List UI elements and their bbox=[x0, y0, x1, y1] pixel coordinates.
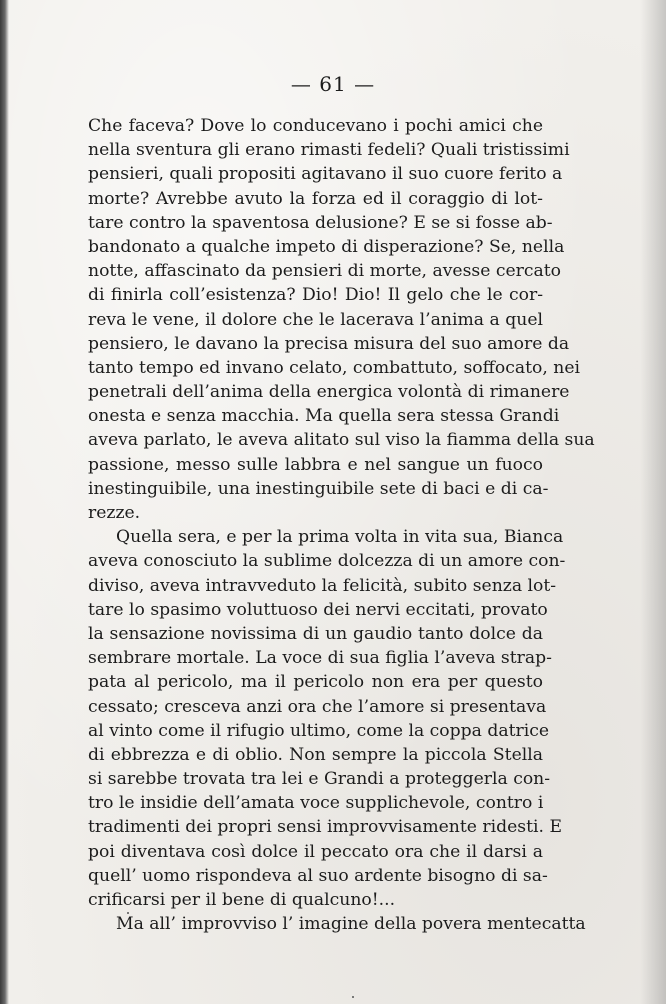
text-line: Quella sera, e per la prima volta in vita sua, Bianca bbox=[116, 527, 564, 548]
text-line: penetrali dell’anima della energica volontà di rimanere bbox=[88, 382, 570, 403]
text-line: al vinto come il rifugio ultimo, come la coppa datrice bbox=[88, 720, 550, 741]
text-line: passione, messo sulle labbra e nel sangue un fuoco bbox=[88, 454, 543, 475]
text-line: morte? Avrebbe avuto la forza ed il coraggio di lot- bbox=[88, 188, 543, 209]
text-line: quell’ uomo rispondeva al suo ardente bisogno di sa- bbox=[88, 865, 548, 886]
text-line: Ma all’ improvviso l’ imagine della povera mentecatta bbox=[116, 914, 586, 935]
text-line: rezze. bbox=[88, 503, 141, 523]
paper-speck bbox=[352, 996, 354, 998]
binding-edge bbox=[0, 0, 9, 1004]
text-line: aveva parlato, le aveva alitato sul viso la fiamma della sua bbox=[88, 430, 595, 451]
text-line: la sensazione novissima di un gaudio tanto dolce da bbox=[88, 623, 543, 644]
text-line: tro le insidie dell’amata voce supplichevole, contro i bbox=[88, 793, 544, 814]
text-line: diviso, aveva intravveduto la felicità, subito senza lot- bbox=[88, 575, 557, 596]
text-line: sembrare mortale. La voce di sua figlia l’aveva strap- bbox=[88, 648, 552, 669]
text-line: tare lo spasimo voluttuoso dei nervi eccitati, provato bbox=[88, 599, 548, 620]
text-line: cessato; cresceva anzi ora che l’amore si presentava bbox=[88, 696, 547, 717]
text-line: di finirla coll’esistenza? Dio! Dio! Il gelo che le cor- bbox=[88, 285, 543, 306]
page-edge-shadow bbox=[640, 0, 666, 1004]
text-line: inestinguibile, una inestinguibile sete di baci e di ca- bbox=[88, 478, 549, 499]
text-line: reva le vene, il dolore che le lacerava l’anima a quel bbox=[88, 309, 543, 330]
page-number: — 61 — bbox=[290, 72, 376, 96]
text-line: pensieri, quali propositi agitavano il suo cuore ferito a bbox=[88, 164, 563, 185]
text-line: tare contro la spaventosa delusione? E se si fosse ab- bbox=[88, 212, 553, 233]
text-line: aveva conosciuto la sublime dolcezza di un amore con- bbox=[88, 551, 566, 572]
text-line: Che faceva? Dove lo conducevano i pochi amici che bbox=[88, 116, 543, 136]
text-line: bandonato a qualche impeto di disperazione? Se, nella bbox=[88, 236, 565, 257]
text-line: poi diventava così dolce il peccato ora che il darsi a bbox=[88, 841, 543, 862]
paper-speck bbox=[127, 912, 129, 914]
body-text bbox=[88, 114, 595, 936]
text-line: si sarebbe trovata tra lei e Grandi a proteggerla con- bbox=[88, 769, 551, 790]
text-line: tradimenti dei propri sensi improvvisamente ridesti. E bbox=[88, 817, 563, 838]
text-line: pata al pericolo, ma il pericolo non era per questo bbox=[88, 672, 543, 693]
text-line: pensiero, le davano la precisa misura del suo amore da bbox=[88, 333, 570, 354]
text-line: tanto tempo ed invano celato, combattuto, soffocato, nei bbox=[88, 357, 581, 378]
text-line: notte, affascinato da pensieri di morte, avesse cercato bbox=[88, 261, 562, 282]
text-line: nella sventura gli erano rimasti fedeli? Quali tristissimi bbox=[88, 140, 570, 161]
text-line: onesta e senza macchia. Ma quella sera stessa Grandi bbox=[88, 406, 560, 427]
text-line: di ebbrezza e di oblio. Non sempre la piccola Stella bbox=[88, 744, 543, 765]
text-line: crificarsi per il bene di qualcuno!... bbox=[88, 890, 396, 910]
